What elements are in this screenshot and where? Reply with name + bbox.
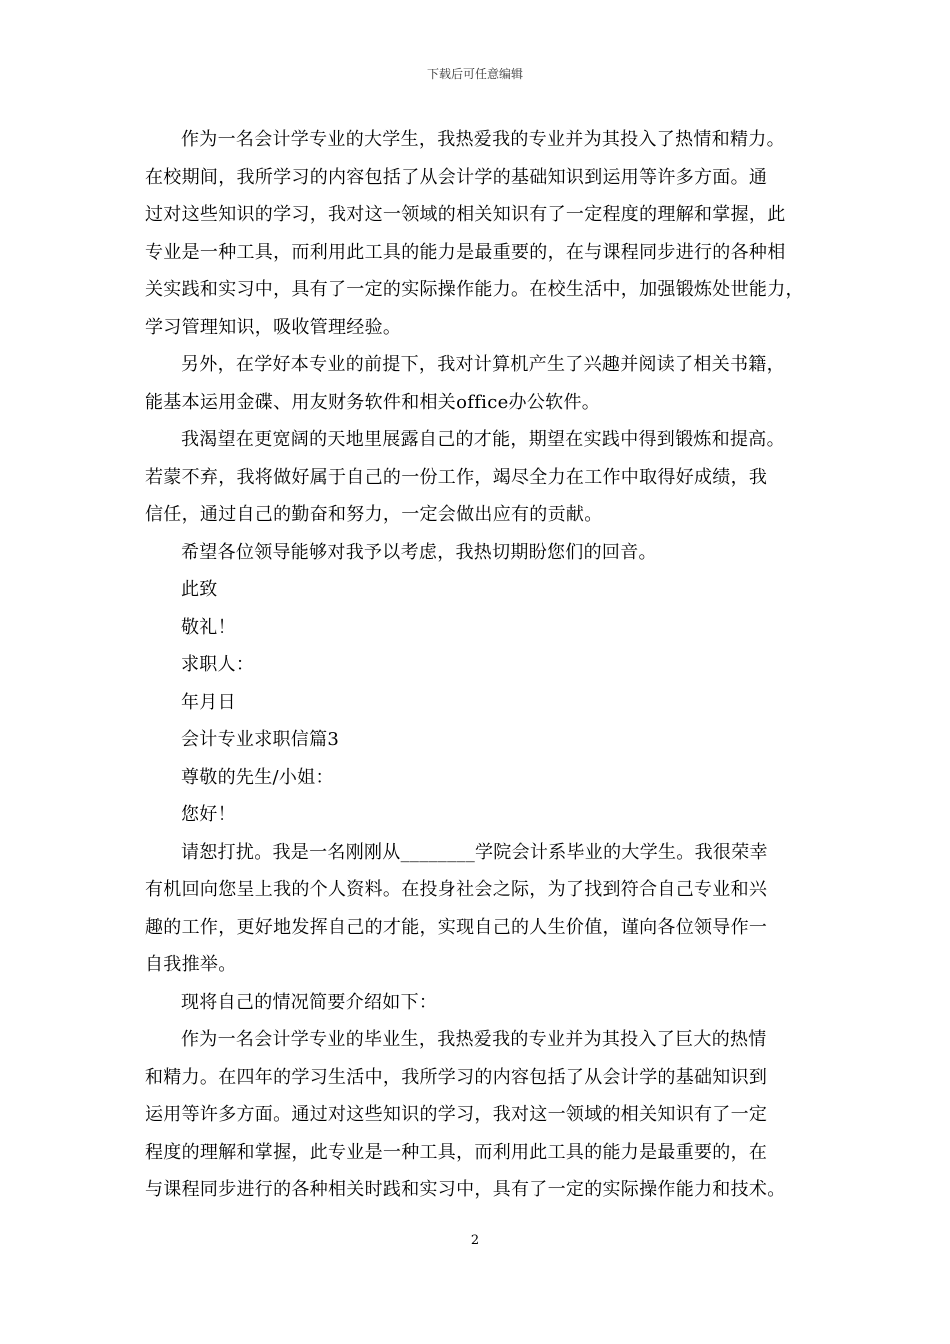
text-line: 程度的理解和掌握，此专业是一种工具，而利用此工具的能力是最重要的，在 (145, 1141, 768, 1163)
page-number: 2 (470, 1233, 480, 1248)
paragraph (145, 421, 825, 534)
text-line: 敬礼！ (181, 616, 236, 638)
text-line: 请恕打扰。我是一名刚刚从________学院会计系毕业的大学生。我很荣幸 (181, 841, 768, 863)
text-line: 现将自己的情况简要介绍如下： (181, 991, 438, 1013)
paragraph (145, 684, 825, 722)
paragraph (145, 346, 825, 421)
text-line: 能基本运用金碟、用友财务软件和相关office办公软件。 (145, 391, 601, 413)
paragraph (145, 534, 825, 572)
text-line: 作为一名会计学专业的毕业生，我热爱我的专业并为其投入了巨大的热情 (181, 1029, 767, 1050)
text-line: 年月日 (181, 691, 236, 713)
text-line: 过对这些知识的学习，我对这一领域的相关知识有了一定程度的理解和掌握，此 (145, 204, 786, 225)
text-line: 作为一名会计学专业的大学生，我热爱我的专业并为其投入了热情和精力。 (181, 129, 785, 150)
page-header (0, 66, 950, 82)
text-line: 自我推举。 (145, 954, 237, 975)
page-footer (0, 1233, 950, 1249)
text-line: 与课程同步进行的各种相关时践和实习中，具有了一定的实际操作能力和技术。 (145, 1179, 786, 1200)
text-line: 趣的工作，更好地发挥自己的才能，实现自己的人生价值，谨向各位领导作一 (145, 916, 768, 938)
paragraph (145, 121, 825, 346)
paragraph (145, 646, 825, 684)
text-line: 有机回向您呈上我的个人资料。在投身社会之际，为了找到符合自己专业和兴 (145, 879, 768, 900)
paragraph (145, 609, 825, 647)
paragraph (145, 759, 825, 797)
document-body (145, 121, 825, 1209)
paragraph (145, 571, 825, 609)
text-line: 专业是一种工具，而利用此工具的能力是最重要的，在与课程同步进行的各种相 (145, 241, 786, 263)
paragraph (145, 721, 825, 759)
text-line: 希望各位领导能够对我予以考虑，我热切期盼您们的回音。 (181, 541, 657, 563)
paragraph (145, 796, 825, 834)
paragraph (145, 984, 825, 1022)
text-line: 若蒙不弃，我将做好属于自己的一份工作，竭尽全力在工作中取得好成绩，我 (145, 466, 768, 488)
paragraph (145, 834, 825, 984)
text-line: 另外，在学好本专业的前提下，我对计算机产生了兴趣并阅读了相关书籍， (181, 354, 785, 375)
text-line: 此致 (181, 579, 218, 600)
text-line: 信任，通过自己的勤奋和努力，一定会做出应有的贡献。 (145, 504, 603, 525)
text-line: 尊敬的先生/小姐： (181, 766, 334, 788)
text-line: 您好！ (181, 804, 236, 825)
text-line: 求职人： (181, 654, 255, 675)
paragraph (145, 1021, 825, 1209)
text-line: 关实践和实习中，具有了一定的实际操作能力。在校生活中，加强锻炼处世能力， (145, 279, 804, 300)
text-line: 会计专业求职信篇3 (181, 729, 340, 750)
text-line: 学习管理知识，吸收管理经验。 (145, 316, 402, 338)
header-text: 下载后可任意编辑 (426, 67, 523, 81)
text-line: 我渴望在更宽阔的天地里展露自己的才能，期望在实践中得到锻炼和提高。 (181, 429, 785, 450)
text-line: 在校期间，我所学习的内容包括了从会计学的基础知识到运用等许多方面。通 (145, 166, 768, 188)
text-line: 运用等许多方面。通过对这些知识的学习，我对这一领域的相关知识有了一定 (145, 1104, 768, 1125)
text-line: 和精力。在四年的学习生活中，我所学习的内容包括了从会计学的基础知识到 (145, 1066, 768, 1088)
